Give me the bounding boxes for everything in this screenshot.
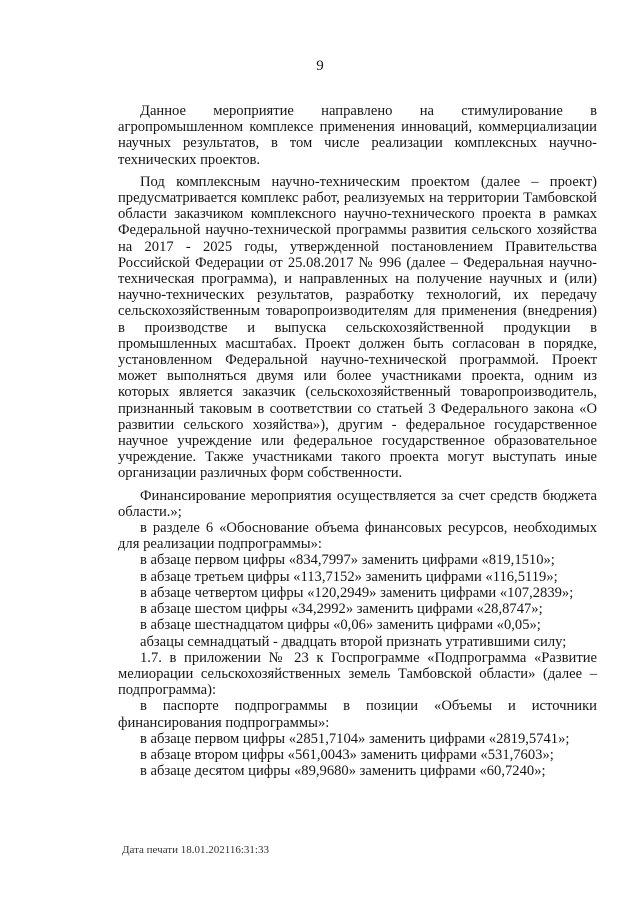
paragraph-13: в абзаце первом цифры «2851,7104» заменить цифрами «2819,5741»; bbox=[140, 730, 570, 747]
document-body bbox=[118, 103, 597, 779]
paragraph-9: в абзаце шестнадцатом цифры «0,06» заменить цифрами «0,05»; bbox=[140, 617, 541, 634]
paragraph-15: в абзаце десятом цифры «89,9680» заменить цифрами «60,7240»; bbox=[140, 763, 546, 780]
paragraph-8: в абзаце шестом цифры «34,2992» заменить цифрами «28,8747»; bbox=[140, 601, 543, 618]
paragraph-7: в абзаце четвертом цифры «120,2949» заменить цифрами «107,2839»; bbox=[140, 584, 574, 601]
paragraph-1: Данное мероприятие направлено на стимулирование в агропромышленном комплексе применения инноваций, коммерциализации научных результатов, в том числе реализации комплексных научно-технических проектов. bbox=[118, 103, 597, 168]
page-number: 9 bbox=[316, 58, 324, 74]
paragraph-3: Финансирование мероприятия осуществляется за счет средств бюджета области.»; bbox=[118, 487, 597, 520]
paragraph-10: абзацы семнадцатый - двадцать второй признать утратившими силу; bbox=[140, 633, 567, 650]
print-date-footer: Дата печати 18.01.202116:31:33 bbox=[122, 844, 269, 856]
paragraph-5: в абзаце первом цифры «834,7997» заменить цифрами «819,1510»; bbox=[140, 552, 555, 569]
paragraph-12: в паспорте подпрограммы в позиции «Объемы и источники финансирования подпрограммы»: bbox=[118, 698, 597, 731]
paragraph-14: в абзаце втором цифры «561,0043» заменить цифрами «531,7603»; bbox=[140, 746, 554, 763]
paragraph-11: 1.7. в приложении № 23 к Госпрограмме «Подпрограмма «Развитие мелиорации сельскохозяйственных земель Тамбовской области» (далее – подпрограмма): bbox=[118, 649, 597, 699]
paragraph-6: в абзаце третьем цифры «113,7152» заменить цифрами «116,5119»; bbox=[140, 568, 558, 585]
paragraph-2: Под комплексным научно-техническим проектом (далее – проект) предусматривается комплекс работ, реализуемых на территории Тамбовской области заказчиком комплексного научно-технического проекта в рамках Федеральной научно-технической программы развития сельского хозяйства на 2017 - 2025 годы, утвержденной постановлением Правительства Российской Федерации от 25.08.2017 № 996 (далее – Федеральная научно-техническая программа), и направленных на получение научных и (или) научно-технических результатов, разработку технологий, их передачу сельскохозяйственным товаропроизводителям для применения (внедрения) в производстве и выпуска сельскохозяйственной продукции в промышленных масштабах. Проект должен быть согласован в порядке, установленном Федеральной научно-технической программой. Проект может выполняться двумя или более участниками проекта, одним из которых является заказчик (сельскохозяйственный товаропроизводитель, признанный таковым в соответствии со статьей 3 Федерального закона «О развитии сельского хозяйства»), другим - федеральное государственное научное учреждение или федеральное государственное образовательное учреждение. Также участниками такого проекта могут выступать иные организации различных форм собственности. bbox=[118, 173, 597, 482]
paragraph-4: в разделе 6 «Обоснование объема финансовых ресурсов, необходимых для реализации подпрограммы»: bbox=[118, 520, 597, 553]
